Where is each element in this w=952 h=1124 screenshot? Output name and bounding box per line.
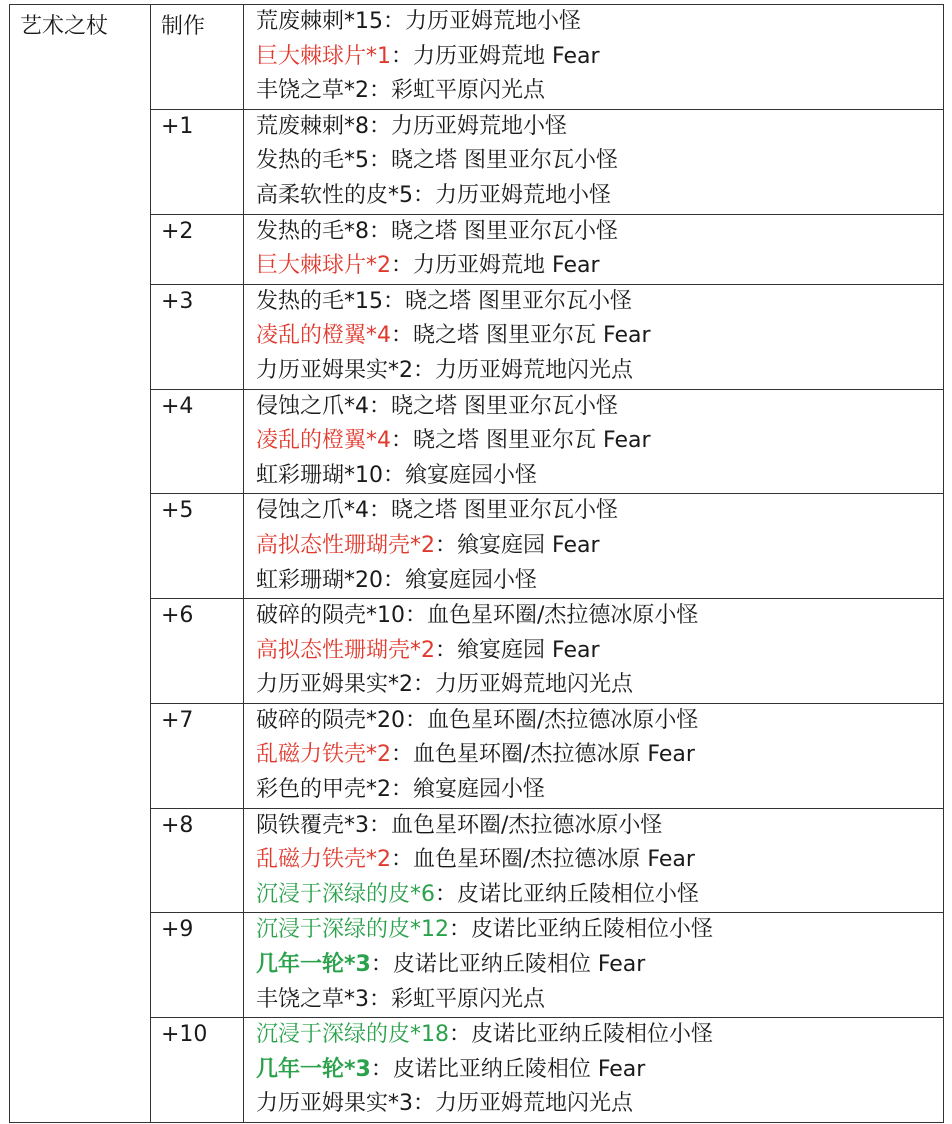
material-name: 几年一轮 xyxy=(256,952,345,978)
material-name: 高拟态性珊瑚壳 xyxy=(256,532,411,558)
material-line xyxy=(256,948,943,983)
material-source: ：皮诺比亚纳丘陵相位小怪 xyxy=(449,917,714,943)
material-quantity: *3 xyxy=(388,1091,414,1117)
material-source: ：血色星环圈/杰拉德冰原小怪 xyxy=(405,707,699,733)
level-cell xyxy=(151,703,244,808)
materials-cell xyxy=(244,109,944,214)
material-source: ：晓之塔 图里亚尔瓦小怪 xyxy=(369,393,619,419)
material-name: 力历亚姆果实 xyxy=(256,672,389,698)
material-line xyxy=(256,843,943,878)
material-name: 发热的毛 xyxy=(256,148,345,174)
material-name: 丰饶之草 xyxy=(256,986,345,1012)
material-name: 丰饶之草 xyxy=(256,78,345,104)
material-source: ：力历亚姆荒地小怪 xyxy=(369,113,568,139)
table-row xyxy=(10,703,944,808)
level-cell xyxy=(151,599,244,704)
material-source: ：晓之塔 图里亚尔瓦小怪 xyxy=(369,498,619,524)
materials-cell xyxy=(244,1018,944,1123)
material-source: ：力历亚姆荒地闪光点 xyxy=(413,672,634,698)
material-line xyxy=(256,668,943,703)
material-name: 力历亚姆果实 xyxy=(256,357,389,383)
table-row xyxy=(10,494,944,599)
level-cell xyxy=(151,109,244,214)
enhance-level: +9 xyxy=(161,917,194,943)
material-name: 侵蚀之爪 xyxy=(256,393,345,419)
material-line xyxy=(256,599,943,634)
material-source: ：力历亚姆荒地闪光点 xyxy=(413,1091,634,1117)
material-name: 破碎的陨壳 xyxy=(256,603,367,629)
material-source: ：飨宴庭园 Fear xyxy=(435,532,600,558)
crafting-table-body xyxy=(10,5,944,1123)
table-row xyxy=(10,109,944,214)
material-line xyxy=(256,773,943,808)
table-row xyxy=(10,1018,944,1123)
material-quantity: *10 xyxy=(344,462,384,488)
material-line xyxy=(256,74,943,109)
level-cell xyxy=(151,913,244,1018)
table-row xyxy=(10,913,944,1018)
material-quantity: *1 xyxy=(366,43,392,69)
material-name: 侵蚀之爪 xyxy=(256,498,345,524)
material-source: ：皮诺比亚纳丘陵相位小怪 xyxy=(435,881,700,907)
material-quantity: *12 xyxy=(410,917,450,943)
material-quantity: *18 xyxy=(410,1022,450,1048)
material-source: ：皮诺比亚纳丘陵相位小怪 xyxy=(449,1022,714,1048)
material-line xyxy=(256,354,943,389)
table-row xyxy=(10,5,944,110)
material-name: 荒废棘刺 xyxy=(256,113,345,139)
material-quantity: *2 xyxy=(388,357,414,383)
material-name: 凌乱的橙翼 xyxy=(256,428,367,454)
material-source: ：晓之塔 图里亚尔瓦 Fear xyxy=(391,428,651,454)
material-name: 高柔软性的皮 xyxy=(256,182,389,208)
enhance-level: +6 xyxy=(161,603,194,629)
material-quantity: *5 xyxy=(388,182,414,208)
material-source: ：彩虹平原闪光点 xyxy=(369,986,546,1012)
material-line xyxy=(256,319,943,354)
crafting-table xyxy=(9,4,944,1123)
material-line xyxy=(256,809,943,844)
material-name: 虹彩珊瑚 xyxy=(256,567,345,593)
material-line xyxy=(256,1053,943,1088)
material-source: ：飨宴庭园小怪 xyxy=(391,777,546,803)
material-source: ：飨宴庭园 Fear xyxy=(435,637,600,663)
material-name: 沉浸于深绿的皮 xyxy=(256,881,411,907)
material-source: ：力历亚姆荒地小怪 xyxy=(413,182,612,208)
materials-cell xyxy=(244,5,944,110)
material-name: 乱磁力铁壳 xyxy=(256,847,367,873)
materials-cell xyxy=(244,703,944,808)
material-quantity: *4 xyxy=(344,393,370,419)
material-line xyxy=(256,564,943,599)
material-line xyxy=(256,459,943,494)
materials-cell xyxy=(244,389,944,494)
material-line xyxy=(256,285,943,320)
material-name: 巨大棘球片 xyxy=(256,43,367,69)
materials-cell xyxy=(244,599,944,704)
materials-cell xyxy=(244,214,944,284)
table-row xyxy=(10,808,944,913)
material-quantity: *2 xyxy=(344,78,370,104)
material-source: ：晓之塔 图里亚尔瓦 Fear xyxy=(391,323,651,349)
material-quantity: *2 xyxy=(366,742,392,768)
material-line xyxy=(256,704,943,739)
material-quantity: *2 xyxy=(366,777,392,803)
material-line xyxy=(256,424,943,459)
material-source: ：皮诺比亚纳丘陵相位 Fear xyxy=(370,952,646,978)
material-name: 沉浸于深绿的皮 xyxy=(256,1022,411,1048)
material-name: 彩色的甲壳 xyxy=(256,777,367,803)
enhance-level: +2 xyxy=(161,218,194,244)
level-cell xyxy=(151,214,244,284)
material-name: 沉浸于深绿的皮 xyxy=(256,917,411,943)
material-line xyxy=(256,529,943,564)
material-name: 巨大棘球片 xyxy=(256,253,367,279)
enhance-level: +4 xyxy=(161,393,194,419)
material-source: ：晓之塔 图里亚尔瓦小怪 xyxy=(383,288,633,314)
material-source: ：血色星环圈/杰拉德冰原 Fear xyxy=(391,742,695,768)
material-quantity: *2 xyxy=(410,532,436,558)
material-name: 破碎的陨壳 xyxy=(256,707,367,733)
material-source: ：飨宴庭园小怪 xyxy=(383,567,538,593)
level-cell xyxy=(151,1018,244,1123)
enhance-level: +1 xyxy=(161,113,194,139)
material-line xyxy=(256,390,943,425)
material-name: 荒废棘刺 xyxy=(256,9,345,34)
material-source: ：力历亚姆荒地 Fear xyxy=(391,43,600,69)
enhance-level: +10 xyxy=(161,1022,208,1048)
material-line xyxy=(256,878,943,913)
level-cell xyxy=(151,5,244,110)
material-name: 力历亚姆果实 xyxy=(256,1091,389,1117)
material-quantity: *6 xyxy=(410,881,436,907)
material-source: ：力历亚姆荒地小怪 xyxy=(383,9,582,34)
enhance-level: +5 xyxy=(161,498,194,524)
material-source: ：血色星环圈/杰拉德冰原小怪 xyxy=(405,603,699,629)
material-line xyxy=(256,215,943,250)
material-quantity: *8 xyxy=(344,113,370,139)
enhance-level: 制作 xyxy=(161,14,206,39)
table-row xyxy=(10,389,944,494)
material-line xyxy=(256,40,943,75)
material-quantity: *2 xyxy=(366,847,392,873)
material-line xyxy=(256,913,943,948)
material-quantity: *10 xyxy=(366,603,406,629)
material-source: ：晓之塔 图里亚尔瓦小怪 xyxy=(369,218,619,244)
material-line xyxy=(256,494,943,529)
material-quantity: *3 xyxy=(344,1056,371,1082)
material-line xyxy=(256,5,943,40)
material-name: 虹彩珊瑚 xyxy=(256,462,345,488)
material-quantity: *2 xyxy=(388,672,414,698)
material-quantity: *4 xyxy=(366,323,392,349)
item-name: 艺术之杖 xyxy=(20,14,109,39)
material-quantity: *15 xyxy=(344,9,384,34)
materials-cell xyxy=(244,494,944,599)
material-name: 几年一轮 xyxy=(256,1056,345,1082)
material-name: 乱磁力铁壳 xyxy=(256,742,367,768)
material-source: ：力历亚姆荒地 Fear xyxy=(391,253,600,279)
table-row xyxy=(10,214,944,284)
material-quantity: *3 xyxy=(344,812,370,838)
material-quantity: *4 xyxy=(344,498,370,524)
material-quantity: *2 xyxy=(366,253,392,279)
material-quantity: *3 xyxy=(344,952,371,978)
level-cell xyxy=(151,808,244,913)
material-quantity: *8 xyxy=(344,218,370,244)
material-source: ：血色星环圈/杰拉德冰原 Fear xyxy=(391,847,695,873)
material-quantity: *2 xyxy=(410,637,436,663)
materials-cell xyxy=(244,284,944,389)
material-line xyxy=(256,179,943,214)
material-quantity: *4 xyxy=(366,428,392,454)
level-cell xyxy=(151,284,244,389)
material-line xyxy=(256,634,943,669)
material-line xyxy=(256,1087,943,1122)
material-name: 高拟态性珊瑚壳 xyxy=(256,637,411,663)
table-row xyxy=(10,599,944,704)
table-row xyxy=(10,284,944,389)
material-name: 发热的毛 xyxy=(256,288,345,314)
material-source: ：飨宴庭园小怪 xyxy=(383,462,538,488)
material-source: ：血色星环圈/杰拉德冰原小怪 xyxy=(369,812,663,838)
material-name: 陨铁覆壳 xyxy=(256,812,345,838)
material-quantity: *3 xyxy=(344,986,370,1012)
material-line xyxy=(256,249,943,284)
material-name: 凌乱的橙翼 xyxy=(256,323,367,349)
material-quantity: *20 xyxy=(366,707,406,733)
enhance-level: +3 xyxy=(161,288,194,314)
material-name: 发热的毛 xyxy=(256,218,345,244)
level-cell xyxy=(151,494,244,599)
item-name-cell xyxy=(10,5,151,1123)
material-quantity: *5 xyxy=(344,148,370,174)
material-quantity: *20 xyxy=(344,567,384,593)
material-source: ：力历亚姆荒地闪光点 xyxy=(413,357,634,383)
material-source: ：晓之塔 图里亚尔瓦小怪 xyxy=(369,148,619,174)
material-quantity: *15 xyxy=(344,288,384,314)
material-source: ：彩虹平原闪光点 xyxy=(369,78,546,104)
enhance-level: +7 xyxy=(161,707,194,733)
enhance-level: +8 xyxy=(161,812,194,838)
material-source: ：皮诺比亚纳丘陵相位 Fear xyxy=(370,1056,646,1082)
material-line xyxy=(256,738,943,773)
material-line xyxy=(256,110,943,145)
material-line xyxy=(256,144,943,179)
material-line xyxy=(256,983,943,1018)
materials-cell xyxy=(244,808,944,913)
materials-cell xyxy=(244,913,944,1018)
material-line xyxy=(256,1018,943,1053)
level-cell xyxy=(151,389,244,494)
